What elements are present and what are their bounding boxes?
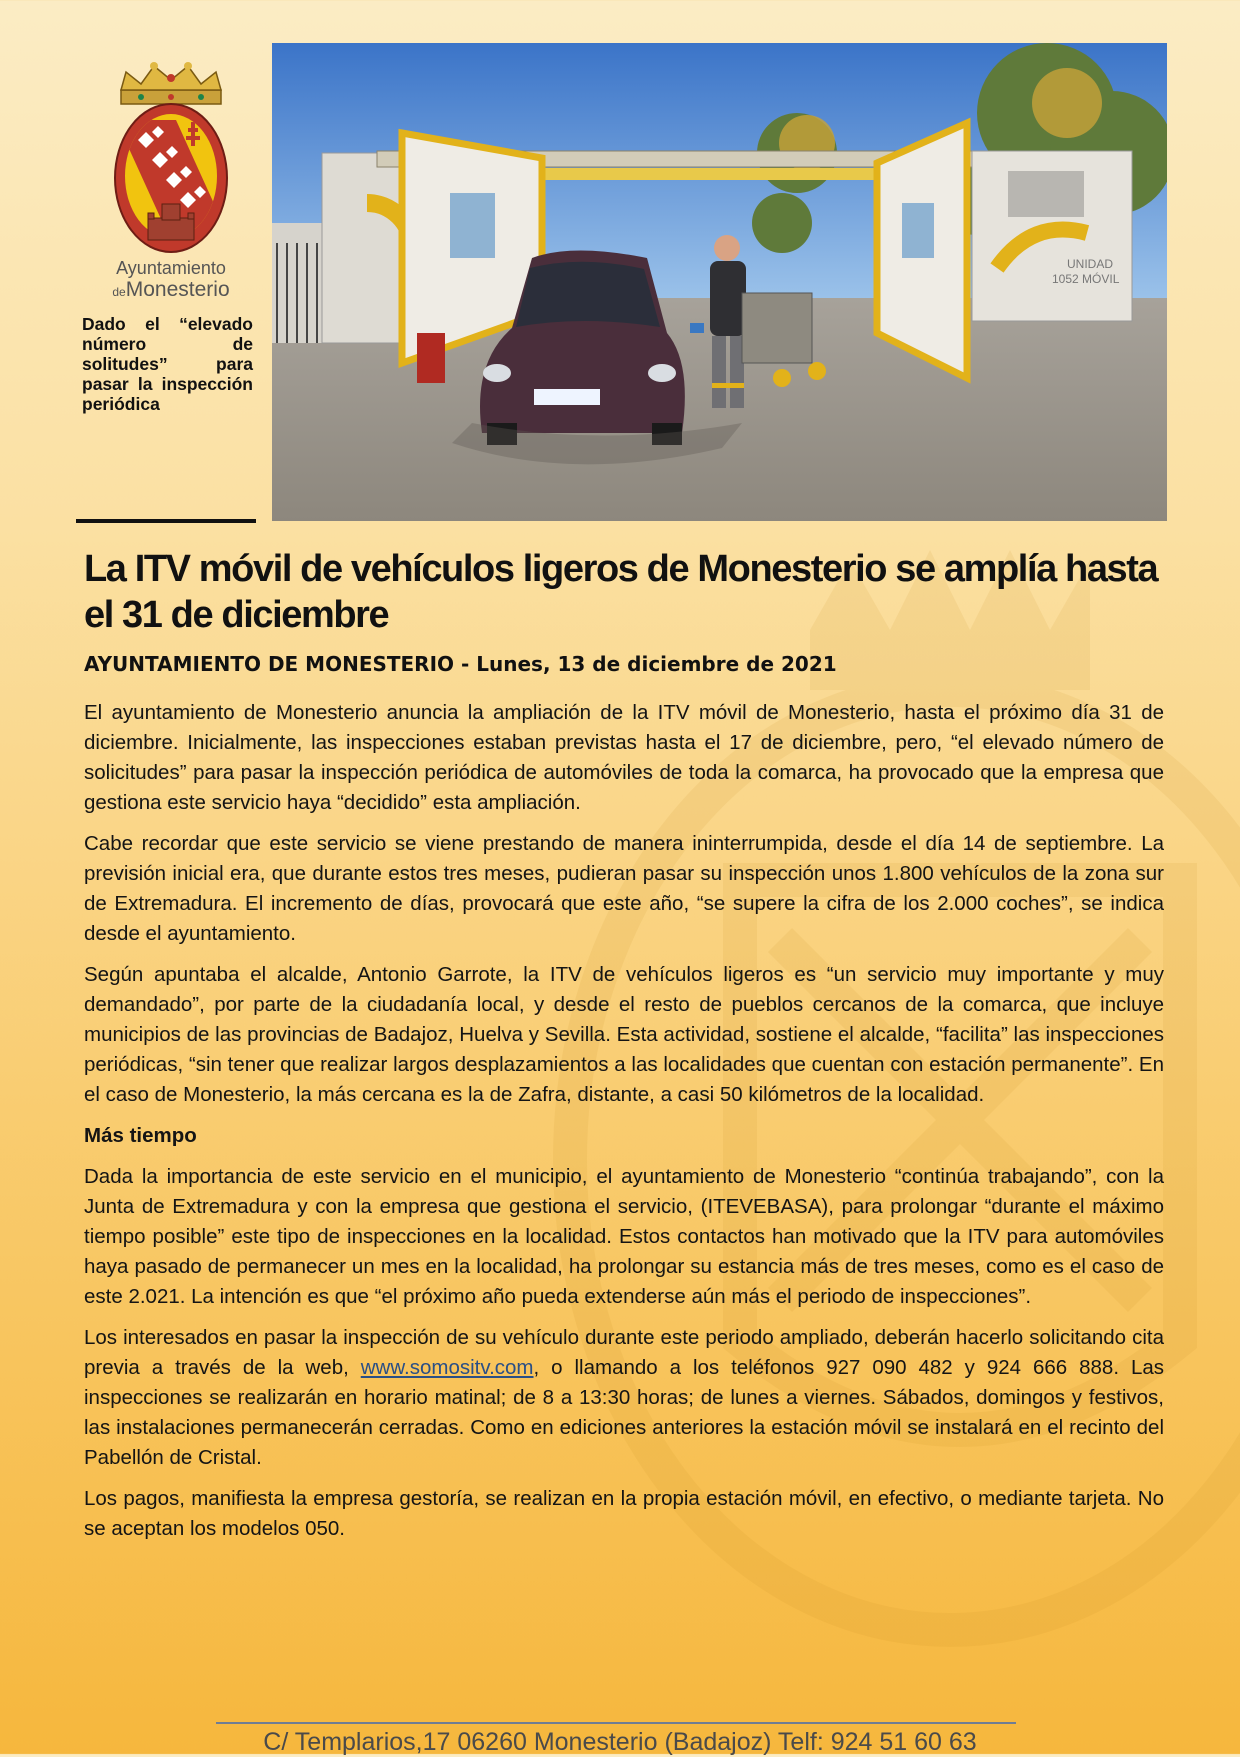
article-headline: La ITV móvil de vehículos ligeros de Monesterio se amplía hasta el 31 de diciembre [84,548,1158,636]
svg-text:deMonesterio: deMonesterio [112,278,230,301]
footer-address: C/ Templarios,17 06260 Monesterio (Badajoz) Telf: 924 51 60 63 [263,1728,977,1756]
article-paragraph: Los pagos, manifiesta la empresa gestoría, se realizan en la propia estación móvil, en efectivo, o mediante tarjeta. No se aceptan los modelos 050. [84,1487,1164,1540]
article-paragraph: El ayuntamiento de Monesterio anuncia la ampliación de la ITV móvil de Monesterio, hasta el próximo día 31 de diciembre. Inicialmente, las inspecciones estaban previstas hasta el 17 de diciembre, pero, “el elevado número de solicitudes” para pasar la inspección periódica de automóviles de toda la comarca, ha provocado que la empresa que gestiona este servicio haya “decidido” esta ampliación. [84,701,1164,814]
sidebar-divider [76,519,256,523]
itv-station-photo [272,43,1167,521]
sidebar-summary: Dado el “elevado número de solitudes” para pasar la inspección periódica [82,314,253,414]
paragraph-text: Los interesados en pasar la inspección de su vehículo durante este periodo ampliado, deberán hacerlo solicitando cita previa a través de la web, [84,1326,1164,1379]
crown-icon [121,62,221,104]
svg-text:UNIDAD: UNIDAD [1067,257,1114,271]
article-paragraph: Cabe recordar que este servicio se viene prestando de manera ininterrumpida, desde el día 14 de septiembre. La previsión inicial era, que durante estos tres meses, pudieran pasar su inspección unos 1.800 vehículos de la zona sur de Extremadura. El incremento de días, provocará que este año, “se supere la cifra de los 2.000 coches”, se indica desde el ayuntamiento. [84,832,1164,945]
article-paragraph [84,1323,1164,1473]
somositv-link[interactable]: www.somositv.com [360,1356,534,1379]
svg-text:Ayuntamiento: Ayuntamiento [116,258,226,278]
paragraph-text: , o llamando a los teléfonos 927 090 482 y 924 666 888. Las inspecciones se realizarán en horario matinal; de 8 a 13:30 horas; de lunes a viernes. Sábados, domingos y festivos, las instalaciones permanecerán cerradas. Como en ediciones anteriores la estación móvil se instalará en el recinto del Pabellón de Cristal. [84,1356,1165,1469]
shield-icon [115,104,227,252]
article-byline: AYUNTAMIENTO DE MONESTERIO - Lunes, 13 de diciembre de 2021 [84,652,837,676]
article-body [84,698,1164,1555]
section-subheading: Más tiempo [84,1124,197,1147]
footer-divider [216,1722,1016,1724]
article-paragraph: Dada la importancia de este servicio en el municipio, el ayuntamiento de Monesterio “continúa trabajando”, con la Junta de Extremadura y con la empresa que gestiona el servicio, (ITEVEBASA), para prolongar “durante el máximo tiempo posible” este tipo de inspecciones en la localidad. Estos contactos han motivado que la ITV para automóviles haya pasado de permanecer un mes en la localidad, ha prolongar su estancia más de tres meses, como es el caso de este 2.021. La intención es que “el próximo año pueda extenderse aún más el periodo de inspecciones”. [84,1165,1164,1308]
svg-text:1052 MÓVIL: 1052 MÓVIL [1052,272,1120,286]
article-paragraph: Según apuntaba el alcalde, Antonio Garrote, la ITV de vehículos ligeros es “un servicio muy importante y muy demandado”, por parte de la ciudadanía local, y desde el resto de pueblos cercanos de la comarca, que incluye municipios de las provincias de Badajoz, Huelva y Sevilla. Esta actividad, sostiene el alcalde, “facilita” las inspecciones periódicas, “sin tener que realizar largos desplazamientos a las localidades que cuentan con estación permanente”. En el caso de Monesterio, la más cercana es la de Zafra, distante, a casi 50 kilómetros de la localidad. [84,963,1164,1106]
